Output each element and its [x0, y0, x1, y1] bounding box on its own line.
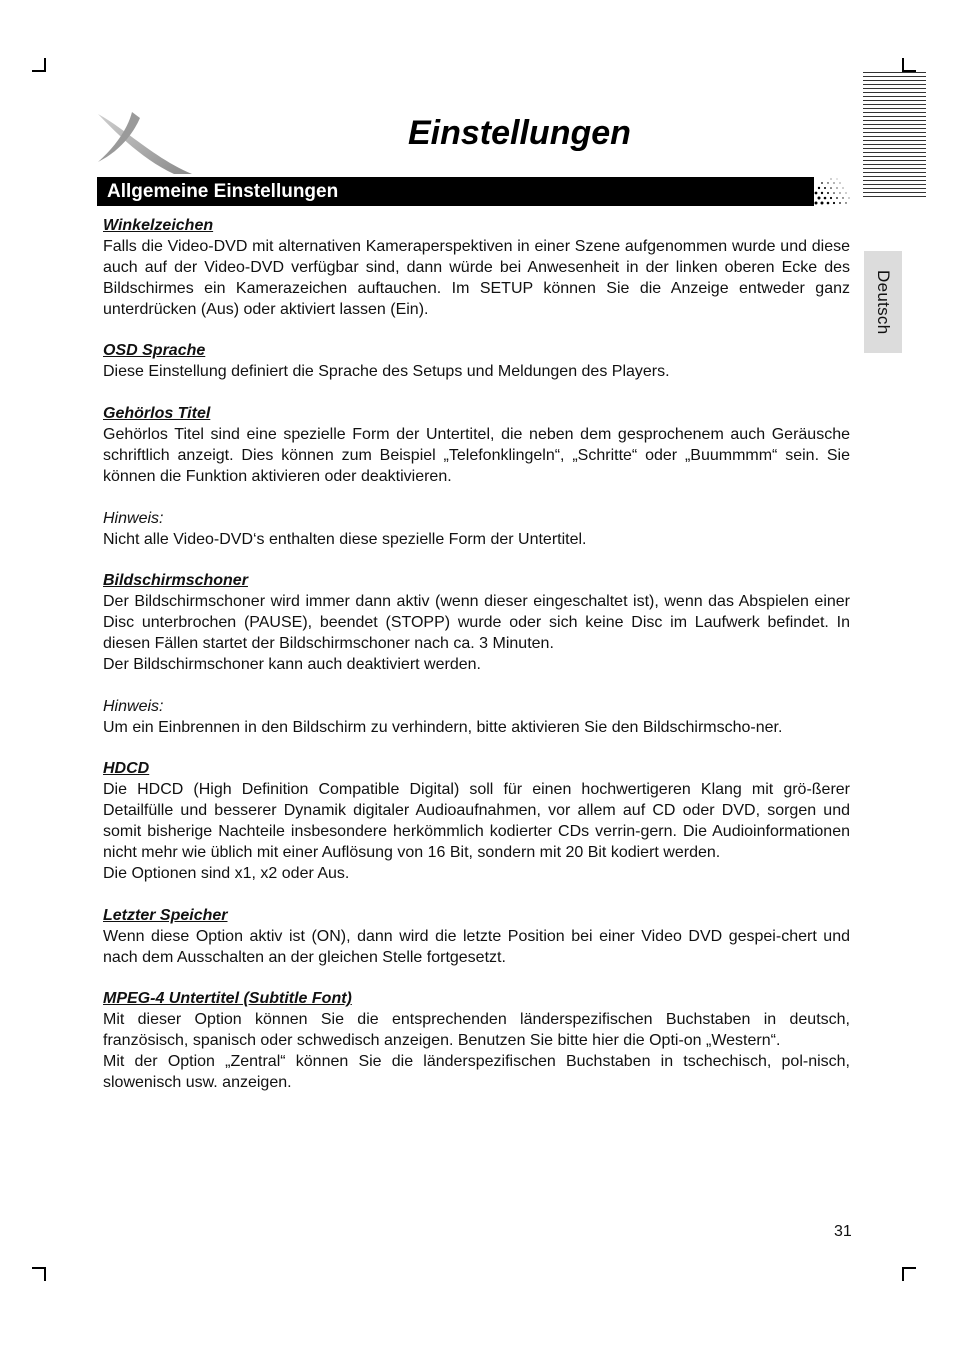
page-number: 31 — [834, 1223, 852, 1240]
section-paragraph: Der Bildschirmschoner kann auch deaktiviert werden. — [103, 655, 481, 673]
section-gehoerlos-titel — [103, 404, 850, 550]
language-tab — [864, 251, 902, 353]
brand-logo-icon — [94, 108, 194, 176]
section-bildschirmschoner — [103, 571, 850, 738]
crop-mark-top-right — [902, 58, 916, 72]
decorative-stripes — [863, 72, 926, 200]
note-label: Hinweis: — [103, 509, 164, 527]
section-hdcd — [103, 759, 850, 884]
crop-mark-bottom-left — [32, 1267, 46, 1281]
section-heading: Gehörlos Titel — [103, 405, 211, 423]
section-heading: Bildschirmschoner — [103, 572, 248, 590]
section-title: Allgemeine Einstellungen — [107, 181, 339, 202]
document-body — [103, 216, 850, 1094]
section-paragraph: Die Optionen sind x1, x2 oder Aus. — [103, 865, 350, 882]
section-paragraph: Falls die Video-DVD mit alternativen Kameraperspektiven in einer Szene aufgenommen wurde und diese auch auf der Video-DVD verfügbar sind, dann würde bei Anwesenheit in der linken oberen Ecke des Bildschirmes ein Kamerazeichen auftauchen. Im SETUP können Sie die Anzeige entweder ganz unterdrücken (Aus) oder aktiviert lassen (Ein). — [103, 237, 850, 318]
crop-mark-top-left — [32, 58, 46, 72]
section-paragraph: Gehörlos Titel sind eine spezielle Form der Untertitel, die neben dem gesprochenem auch Geräusche schriftlich anzeigt. Dies können zum Beispiel „Telefonklingeln“, „Schritte“ oder „Buummmm“ sein. Sie können die Funktion aktivieren oder deaktivieren. — [103, 426, 850, 485]
language-tab-label: Deutsch — [874, 269, 893, 335]
section-paragraph: Mit der Option „Zentral“ können Sie die länderspezifischen Buchstaben in tschechisch, pol-nisch, slowenisch usw. anzeigen. — [103, 1053, 850, 1092]
section-winkelzeichen — [103, 216, 850, 321]
section-mpeg4-untertitel — [103, 989, 850, 1094]
section-letzter-speicher — [103, 906, 850, 969]
section-paragraph: Wenn diese Option aktiv ist (ON), dann wird die letzte Position bei einer Video DVD gespei-chert und nach dem Ausschalten an der gleichen Stelle fortgesetzt. — [103, 927, 850, 966]
section-heading: HDCD — [103, 760, 150, 778]
section-paragraph: Die HDCD (High Definition Compatible Digital) soll für einen hochwertigeren Klang mit grö-ßerer Detailfülle und besserer Dynamik digitaler Audioaufnahmen, vor allem auf CD oder DVD, sorgen und somit bisherige Nachteile insbesondere herkömmlich kodierter CDs verrin-gern. Die Audioinformationen nicht mehr wie üblich mit einer Auflösung von 16 Bit, sondern mit 20 Bit kodiert werden. — [103, 781, 850, 862]
page-title: Einstellungen — [408, 114, 631, 152]
note-label: Hinweis: — [103, 697, 164, 715]
section-paragraph: Mit dieser Option können Sie die entsprechenden länderspezifischen Buchstaben in deutsch, französisch, spanisch oder schwedisch anzeigen. Benutzen Sie bitte hier die Opti-on „Western“. — [103, 1011, 850, 1050]
halftone-dots-decoration — [812, 177, 852, 206]
section-heading: Letzter Speicher — [103, 906, 228, 924]
note-text: Nicht alle Video-DVD‘s enthalten diese spezielle Form der Untertitel. — [103, 530, 587, 548]
crop-mark-bottom-right — [902, 1267, 916, 1281]
section-osd-sprache — [103, 341, 850, 383]
note-text: Um ein Einbrennen in den Bildschirm zu verhindern, bitte aktivieren Sie den Bildschirmscho-ner. — [103, 718, 783, 736]
section-paragraph: Der Bildschirmschoner wird immer dann aktiv (wenn dieser eingeschaltet ist), wenn das Abspielen einer Disc unterbrochen (PAUSE), beendet (STOPP) wurde oder sich keine Disc im Laufwerk befindet. In diesen Fällen startet der Bildschirmschoner nach ca. 3 Minuten. — [103, 593, 850, 653]
section-header-bar — [97, 177, 852, 206]
section-heading: Winkelzeichen — [103, 217, 214, 234]
section-heading: OSD Sprache — [103, 342, 206, 360]
section-paragraph: Diese Einstellung definiert die Sprache des Setups und Meldungen des Players. — [103, 363, 670, 381]
section-heading: MPEG-4 Untertitel (Subtitle Font) — [103, 990, 352, 1008]
